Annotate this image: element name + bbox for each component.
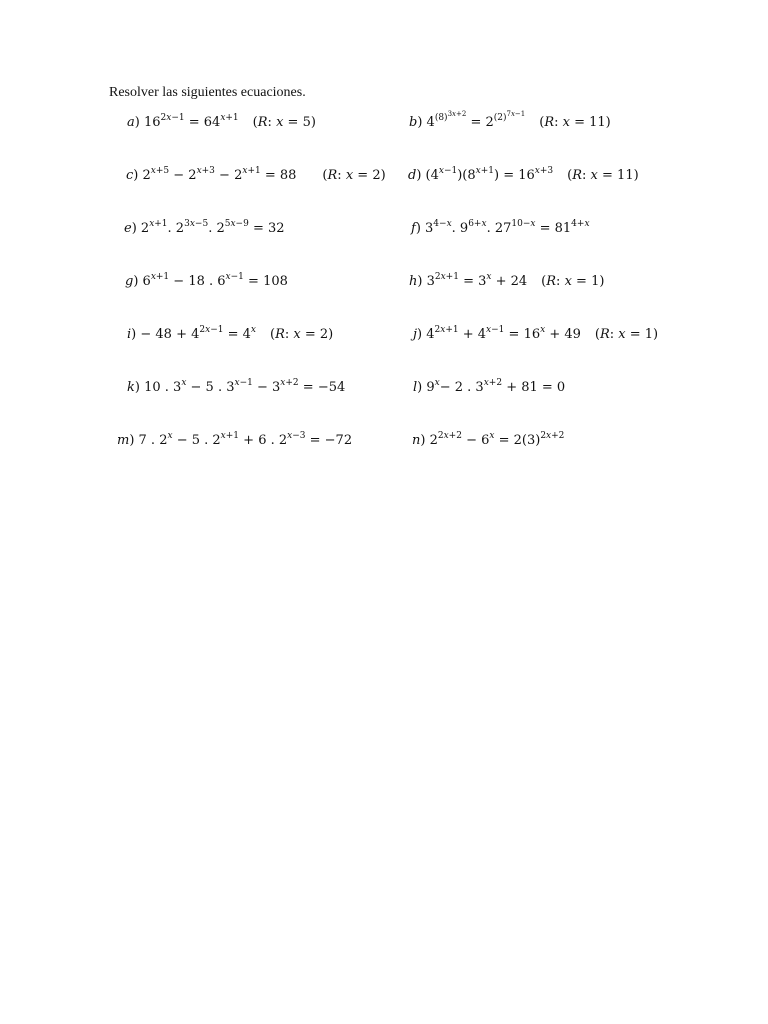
exercise-j: j) $4^{2x+1} + 4^{x-1} = 16^x + 49$ (R: x = 1)	[413, 325, 659, 342]
exercise-f: f) $3^{4-x}$. $9^{6+x}$. $27^{10-x} = 81^{4+x}$	[411, 219, 590, 236]
exercise-n: n) $2^{2x+2} - 6^x = 2(3)^{2x+2}$	[412, 431, 565, 448]
exercise-i: $i) - 48 + 4^{2x-1} = 4^x$ (R: x = 2)	[127, 325, 334, 342]
exercise-a: a) $16^{2x-1} = 64^{x+1}$ (R: x = 5)	[127, 113, 316, 130]
exercise-c: c) $2^{x+5} - 2^{x+3} - 2^{x+1} = 88$ (R: x = 2)	[126, 166, 386, 183]
page-title: Resolver las siguientes ecuaciones.	[109, 85, 306, 100]
exercise-m: m) 7 . $2^x - 5$ . $2^{x+1} + 6$ . $2^{x-3} = -72$	[117, 431, 353, 448]
exercise-b: b) $4^{(8)^{3x+2}} = 2^{(2)^{7x-1}}(R$: x = 11)	[409, 110, 611, 130]
exercise-e: e) $2^{x+1}$. $2^{3x-5}$. $2^{5x-9} = 32$	[124, 219, 285, 236]
exercise-d: d) $(4^{x-1})(8^{x+1}) = 16^{x+3}$ (R: x = 11)	[408, 166, 639, 183]
exercise-g: g) $6^{x+1} - 18$ . $6^{x-1} = 108$	[125, 272, 288, 289]
exercise-k: k) 10 . $3^x - 5$ . $3^{x-1} - 3^{x+2} = -54$	[127, 378, 346, 395]
exercise-h: h) $3^{2x+1} = 3^x + 24$ (R: x = 1)	[409, 272, 605, 289]
exercise-l: l) $9^x- 2$ . $3^{x+2} + 81 = 0$	[413, 378, 566, 395]
